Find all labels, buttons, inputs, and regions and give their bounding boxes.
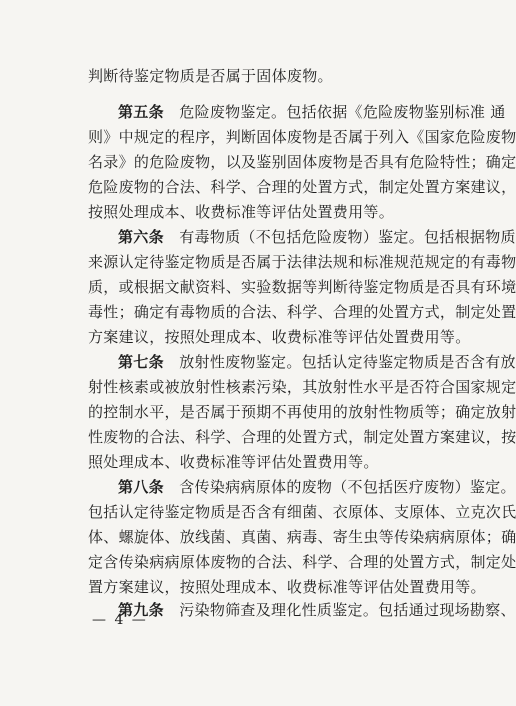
text-line-20: 定含传染病病原体废物的合法、科学、合理的处置方式，制定处	[88, 553, 516, 571]
text-line-3: 则》中规定的程序，判断固体废物是否属于列入《国家危险废物	[88, 128, 516, 146]
article-8-heading-line	[118, 477, 516, 497]
article-9-title: 污染物筛查及理化性质鉴定。包括通过现场勘察、	[179, 601, 516, 619]
text-line-5: 危险废物的合法、科学、合理的处置方式，制定处置方案建议，	[88, 178, 516, 196]
text-line-8: 来源认定待鉴定物质是否属于法律法规和标准规范规定的有毒物	[88, 253, 516, 271]
article-5-title: 危险废物鉴定。包括依据《危险废物鉴别标准 通	[179, 103, 506, 121]
article-6-heading-line	[118, 227, 516, 247]
page-number: — 4 —	[92, 612, 148, 628]
article-5-heading-line	[118, 102, 506, 122]
text-line-13: 射性核素或被放射性核素污染，其放射性水平是否符合国家规定	[88, 378, 516, 396]
article-7-heading-line	[118, 352, 516, 372]
text-line-19: 体、螺旋体、放线菌、真菌、病毒、寄生虫等传染病病原体；确	[88, 528, 516, 546]
text-line-15: 性废物的合法、科学、合理的处置方式，制定处置方案建议，按	[88, 428, 516, 446]
article-7-label: 第七条	[118, 353, 164, 371]
article-7-title: 放射性废物鉴定。包括认定待鉴定物质是否含有放	[179, 353, 516, 371]
text-line-6: 按照处理成本、收费标准等评估处置费用等。	[88, 203, 395, 221]
text-line-14: 的控制水平，是否属于预期不再使用的放射性物质等；确定放射	[88, 403, 516, 421]
text-line-18: 包括认定待鉴定物质是否含有细菌、衣原体、支原体、立克次氏	[88, 503, 516, 521]
text-line-16: 照处理成本、收费标准等评估处置费用等。	[88, 453, 379, 471]
text-line-9: 质，或根据文献资料、实验数据等判断待鉴定物质是否具有环境	[88, 278, 516, 296]
article-9-label: 第九条	[118, 601, 164, 619]
article-5-label: 第五条	[118, 103, 164, 121]
text-line-4: 名录》的危险废物，以及鉴别固体废物是否具有危险特性；确定	[88, 153, 516, 171]
text-line-11: 方案建议，按照处理成本、收费标准等评估处置费用等。	[88, 328, 471, 346]
article-8-title: 含传染病病原体的废物（不包括医疗废物）鉴定。	[179, 478, 516, 496]
article-6-title: 有毒物质（不包括危险废物）鉴定。包括根据物质	[179, 228, 516, 246]
article-6-label: 第六条	[118, 228, 164, 246]
article-8-label: 第八条	[118, 478, 164, 496]
article-9-heading-line	[118, 600, 516, 620]
text-line-1: 判断待鉴定物质是否属于固体废物。	[88, 67, 333, 85]
text-line-10: 毒性；确定有毒物质的合法、科学、合理的处置方式，制定处置	[88, 303, 516, 321]
text-line-21: 置方案建议，按照处理成本、收费标准等评估处置费用等。	[88, 578, 486, 596]
